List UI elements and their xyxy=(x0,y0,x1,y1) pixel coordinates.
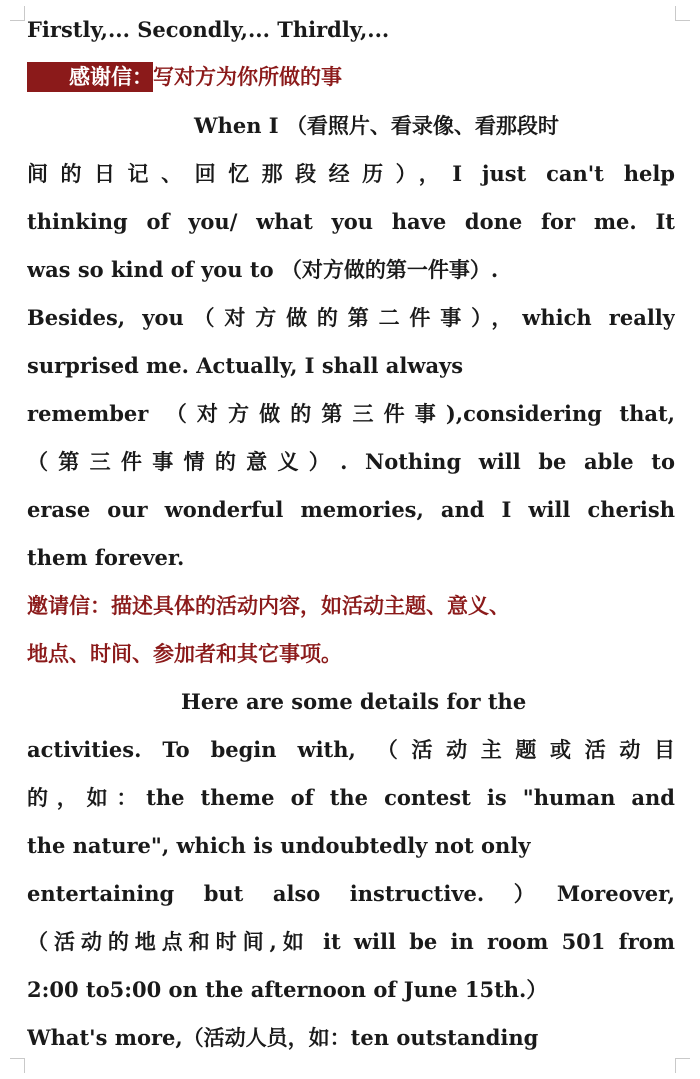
section-heading-thank-you-letter xyxy=(27,54,675,102)
section-heading-text: 写对方为你所做的事 xyxy=(153,63,342,89)
page-corner-mark xyxy=(675,6,690,21)
page-corner-mark xyxy=(10,1058,25,1073)
text-line: was so kind of you to （对方做的第一件事）. xyxy=(27,257,499,282)
text-line: surprised me. Actually, I shall always xyxy=(27,353,464,378)
section-heading-label: 感谢信： xyxy=(27,62,153,92)
text-line: the nature", which is undoubtedly not only xyxy=(27,833,531,858)
text-line: When I （看照片、看录像、看那段时 xyxy=(194,113,559,138)
text-line: Besides, you（对方做的第二件事），which really xyxy=(27,305,675,330)
text-line: 间的日记、回忆那段经历），I just can't help xyxy=(27,161,675,186)
text-line: them forever. xyxy=(27,545,185,570)
section-heading-invitation-letter: 邀请信：描述具体的活动内容，如活动主题、意义、 xyxy=(27,593,510,618)
document-body xyxy=(27,6,675,1062)
text-line: activities. To begin with, （活动主题或活动目 xyxy=(27,737,675,762)
page-corner-mark xyxy=(675,1058,690,1073)
text-line: What's more,（活动人员，如：ten outstanding xyxy=(27,1025,539,1050)
text-line: （活动的地点和时间,如 it will be in room 501 from xyxy=(27,929,675,954)
text-line: 2:00 to5:00 on the afternoon of June 15th.） xyxy=(27,977,548,1002)
section-heading-invitation-letter-cont: 地点、时间、参加者和其它事项。 xyxy=(27,641,342,666)
text-line: Here are some details for the xyxy=(181,689,527,714)
text-line: remember （对方做的第三件事),considering that, xyxy=(27,401,675,426)
text-line: entertaining but also instructive. ）Moreover, xyxy=(27,881,675,906)
text-line: thinking of you/ what you have done for me. It xyxy=(27,209,675,234)
page-corner-mark xyxy=(10,6,25,21)
text-line: erase our wonderful memories, and I will cherish xyxy=(27,497,675,522)
text-line: Firstly,... Secondly,... Thirdly,... xyxy=(27,17,390,42)
text-line: 的，如：the theme of the contest is "human and xyxy=(27,785,675,810)
text-line: （第三件事情的意义）. Nothing will be able to xyxy=(27,449,675,474)
